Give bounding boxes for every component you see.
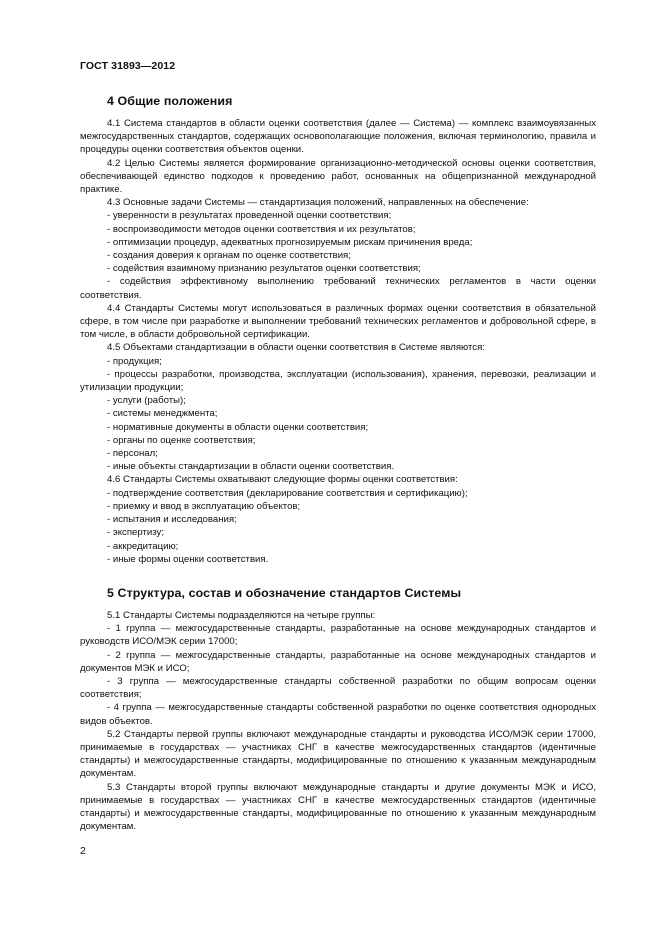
- list-item: - подтверждение соответствия (декларирование соответствия и сертификацию);: [107, 487, 468, 499]
- list-item: - процессы разработки, производства, эксплуатации (использования), хранения, перевозки, реализации и утилизации продукции;: [80, 368, 596, 394]
- paragraph-5-2: 5.2 Стандарты первой группы включают международные стандарты и руководства ИСО/МЭК серии 17000, принимаемые в государствах — участниках СНГ в качестве межгосударственных стандартов (идентичные стандарты) и межгосударственные стандарты, модифицированные по отношению к указанным международным документам.: [80, 728, 596, 780]
- list-item: - 2 группа — межгосударственные стандарты, разработанные на основе международных стандартов и документов МЭК и ИСО;: [80, 649, 596, 674]
- list-item: - системы менеджмента;: [107, 408, 218, 420]
- paragraph-4-3: 4.3 Основные задачи Системы — стандартизация положений, направленных на обеспечение:: [107, 197, 529, 209]
- list-item: - уверенности в результатах проведенной оценки соответствия;: [107, 210, 392, 222]
- section-5-title: 5 Структура, состав и обозначение стандартов Системы: [107, 586, 462, 600]
- list-item: - приемку и ввод в эксплуатацию объектов;: [107, 500, 301, 512]
- list-item: - воспроизводимости методов оценки соответствия и их результатов;: [107, 223, 416, 235]
- list-item: - содействия эффективному выполнению требований технических регламентов в части оценки соответствия.: [80, 276, 596, 301]
- paragraph-5-1: 5.1 Стандарты Системы подразделяются на четыре группы:: [107, 610, 376, 621]
- list-item: - иные формы оценки соответствия.: [107, 553, 269, 565]
- page-number: 2: [80, 845, 86, 857]
- list-item: - аккредитацию;: [107, 540, 179, 552]
- list-item: - оптимизации процедур, адекватных прогнозируемым рискам причинения вреда;: [107, 236, 473, 248]
- list-item: - 1 группа — межгосударственные стандарты, разработанные на основе международных стандартов и руководств ИСО/МЭК серии 17000;: [80, 623, 596, 648]
- paragraph-4-5: 4.5 Объектами стандартизации в области оценки соответствия в Системе являются:: [107, 342, 485, 354]
- paragraph-4-2: 4.2 Целью Системы является формирование организационно-методической основы оценки соответствия, обеспечивающей единство подходов к проведению работ, основанных на общепризнанной международной практике.: [80, 157, 596, 196]
- list-item: - персонал;: [107, 448, 158, 460]
- paragraph-5-3: 5.3 Стандарты второй группы включают международные стандарты и другие документы МЭК и ИСО, принимаемые в государствах — участниках СНГ в качестве межгосударственных стандартов (идентичные стандарты) и межгосударственные стандарты, модифицированные по отношению к указанным международным документам.: [80, 781, 596, 833]
- section-4: [80, 94, 596, 566]
- paragraph-4-1: 4.1 Система стандартов в области оценки соответствия (далее — Система) — комплекс взаимоувязанных межгосударственных стандартов, содержащих основополагающие положения, включая терминологию, правила и процедуры оценки соответствия объектов оценки.: [80, 118, 596, 156]
- list-item: - содействия взаимному признанию результатов оценки соответствия;: [107, 263, 421, 275]
- list-item: - экспертизу;: [107, 527, 165, 539]
- list-item: - иные объекты стандартизации в области оценки соответствия.: [107, 461, 395, 473]
- paragraph-4-4: 4.4 Стандарты Системы могут использоваться в различных формах оценки соответствия в обязательной сфере, в том числе при разработке и выполнении требований технических регламентов и добровольной сфере, в том числе, в области добровольной сертификации.: [80, 302, 596, 341]
- list-item: - испытания и исследования;: [107, 514, 237, 526]
- document-code-header: ГОСТ 31893—2012: [80, 60, 176, 72]
- list-item: - органы по оценке соответствия;: [107, 434, 256, 446]
- section-5: [80, 586, 596, 833]
- list-item: - нормативные документы в области оценки соответствия;: [107, 421, 369, 433]
- section-4-title: 4 Общие положения: [107, 94, 233, 108]
- list-item: - создания доверия к органам по оценке соответствия;: [107, 250, 351, 262]
- list-item: - услуги (работы);: [107, 395, 186, 407]
- paragraph-4-6: 4.6 Стандарты Системы охватывают следующие формы оценки соответствия:: [107, 474, 458, 486]
- list-item: - продукция;: [107, 355, 162, 367]
- list-item: - 3 группа — межгосударственные стандарты собственной разработки по общим вопросам оценки соответствия;: [80, 676, 596, 701]
- list-item: - 4 группа — межгосударственные стандарты собственной разработки по оценке соответствия однородных видов объектов.: [80, 702, 596, 727]
